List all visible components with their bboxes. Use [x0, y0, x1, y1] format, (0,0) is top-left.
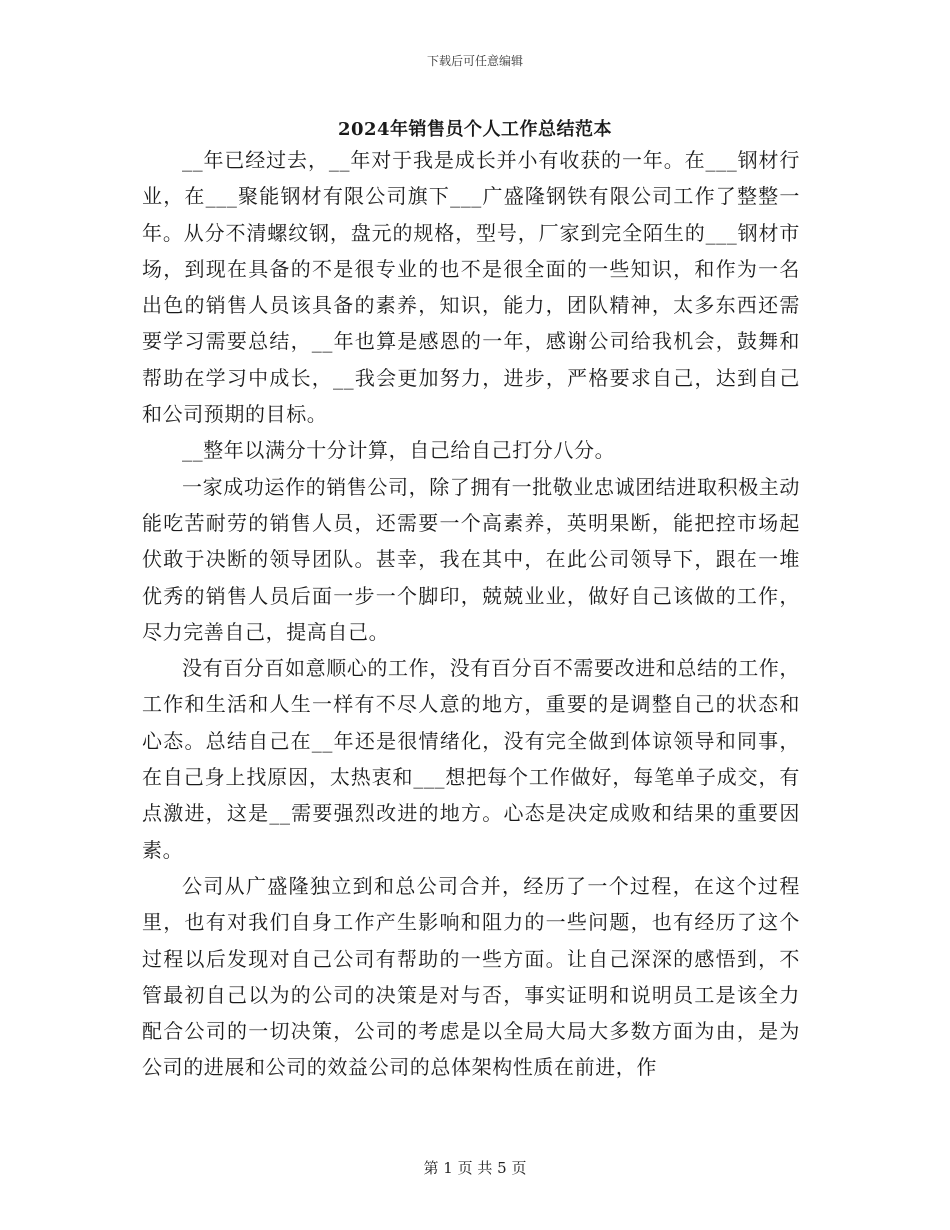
- paragraph-5: 公司从广盛隆独立到和总公司合并，经历了一个过程，在这个过程里，也有对我们自身工作产生影响和阻力的一些问题，也有经历了这个过程以后发现对自己公司有帮助的一些方面。让自己深深的感悟到，不管最初自己以为的公司的决策是对与否，事实证明和说明员工是该全力配合公司的一切决策，公司的考虑是以全局大局大多数方面为由，是为公司的进展和公司的效益公司的总体架构性质在前进，作: [142, 873, 800, 1080]
- paragraph-2: __整年以满分十分计算，自己给自己打分八分。: [182, 438, 616, 463]
- header-note: 下载后可任意编辑: [426, 54, 523, 68]
- paragraph-1: __年已经过去，__年对于我是成长并小有收获的一年。在___钢材行业，在___聚能钢材有限公司旗下___广盛隆钢铁有限公司工作了整整一年。从分不清螺纹钢，盘元的规格，型号，厂家到完全陌生的___钢材市场，到现在具备的不是很专业的也不是很全面的一些知识，和作为一名出色的销售人员该具备的素养，知识，能力，团队精神，太多东西还需要学习需要总结，__年也算是感恩的一年，感谢公司给我机会，鼓舞和帮助在学习中成长，__我会更加努力，进步，严格要求自己，达到自己和公司预期的目标。: [142, 148, 800, 427]
- document-title: 2024年销售员个人工作总结范本: [337, 119, 613, 140]
- paragraph-3: 一家成功运作的销售公司，除了拥有一批敬业忠诚团结进取积极主动能吃苦耐劳的销售人员，还需要一个高素养，英明果断，能把控市场起伏敢于决断的领导团队。甚幸，我在其中，在此公司领导下，跟在一堆优秀的销售人员后面一步一个脚印，兢兢业业，做好自己该做的工作，尽力完善自己，提高自己。: [142, 474, 800, 644]
- paragraph-4: 没有百分百如意顺心的工作，没有百分百不需要改进和总结的工作，工作和生活和人生一样有不尽人意的地方，重要的是调整自己的状态和心态。总结自己在__年还是很情绪化，没有完全做到体谅领导和同事，在自己身上找原因，太热衷和___想把每个工作做好，每笔单子成交，有点激进，这是__需要强烈改进的地方。心态是决定成败和结果的重要因素。: [142, 656, 800, 862]
- document-body: [142, 142, 800, 1086]
- page-number: 第 1 页 共 5 页: [423, 1159, 527, 1177]
